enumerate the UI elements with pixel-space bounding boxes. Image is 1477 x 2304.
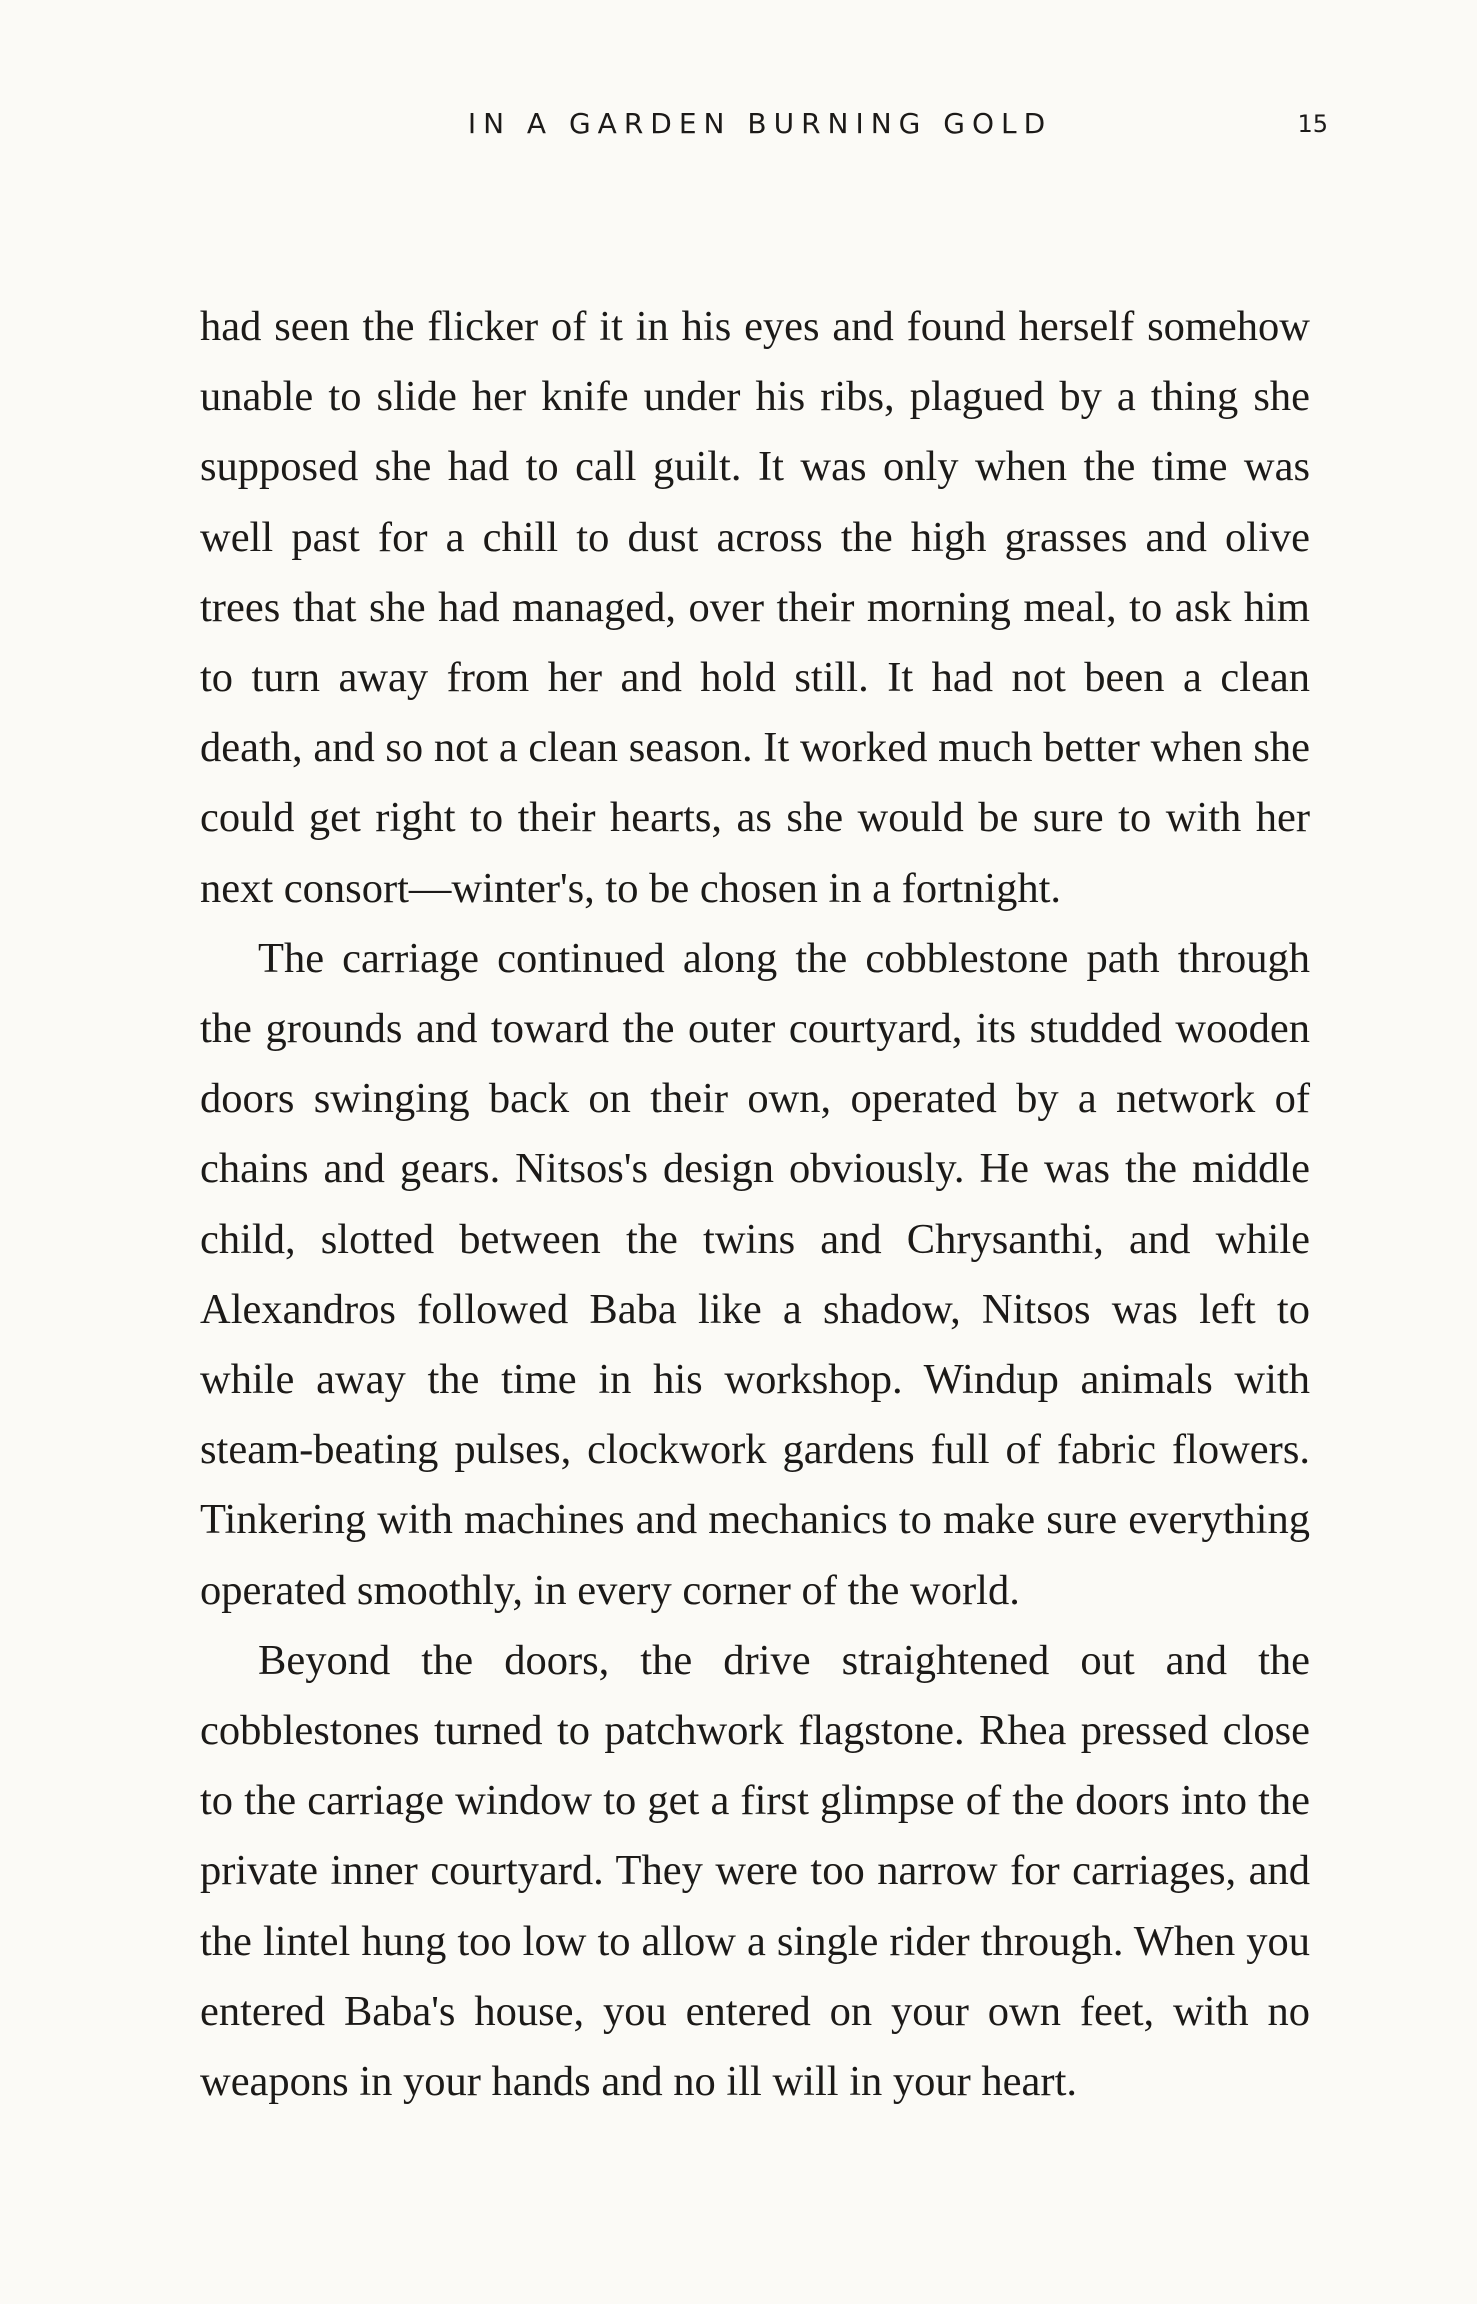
paragraph-2: The carriage continued along the cobblestone path through the grounds and toward the outer courtyard, its studded wooden doors swinging back on their own, operated by a network of chains and gears. Nitsos's design obviously. He was the middle child, slotted between the twins and Chrysanthi, and while Alexandros followed Baba like a shadow, Nitsos was left to while away the time in his workshop. Windup animals with steam-beating pulses, clockwork gardens full of fabric flowers. Tinkering with machines and mechanics to make sure everything operated smoothly, in every corner of the world. [200, 934, 1310, 1614]
paragraph-3: Beyond the doors, the drive straightened out and the cobblestones turned to patchwork flagstone. Rhea pressed close to the carriage window to get a first glimpse of the doors into the private inner courtyard. They were too narrow for carriages, and the lintel hung too low to allow a single rider through. When you entered Baba's house, you entered on your own feet, with no weapons in your hands and no ill will in your heart. [200, 1636, 1310, 2106]
running-title: IN A GARDEN BURNING GOLD [467, 107, 1053, 140]
page-number: 15 [1297, 110, 1328, 138]
body-text [200, 292, 1310, 2117]
running-head [200, 104, 1328, 144]
paragraph-1: had seen the flicker of it in his eyes and found herself somehow unable to slide her knife under his ribs, plagued by a thing she supposed she had to call guilt. It was only when the time was well past for a chill to dust across the high grasses and olive trees that she had managed, over their morning meal, to ask him to turn away from her and hold still. It had not been a clean death, and so not a clean season. It worked much better when she could get right to their hearts, as she would be sure to with her next consort—winter's, to be chosen in a fortnight. [200, 303, 1310, 912]
